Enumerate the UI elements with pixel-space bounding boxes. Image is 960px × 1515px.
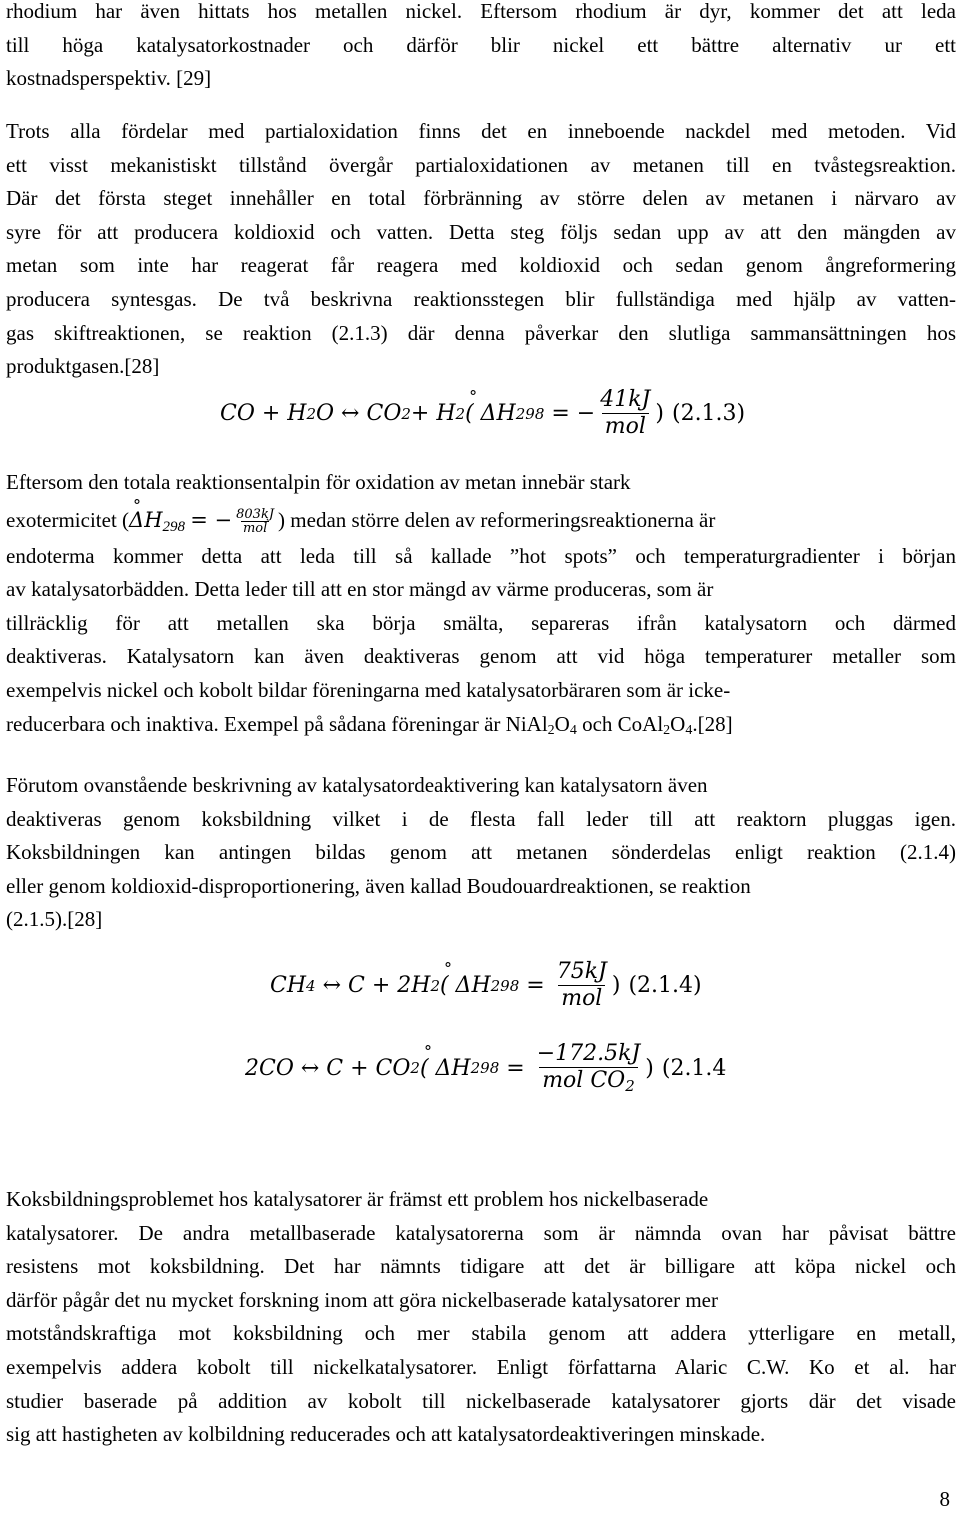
fraction-numerator: 803kJ: [236, 506, 275, 522]
text-line: Eftersom den totala reaktionsentalpin för oxidation av metan innebär stark: [6, 470, 631, 494]
text-line: deaktiveras genom koksbildning vilket i de flesta fall leder till att reaktorn pluggas igen.: [6, 806, 956, 831]
subscript: 4: [306, 976, 316, 995]
text-line: resistens mot koksbildning. Det har nämnts tidigare att det är billigare att köpa nickel och: [6, 1254, 956, 1279]
equation-text: ): [645, 1055, 654, 1081]
text-span: ) medan större delen av reformeringsreaktionerna är: [278, 507, 716, 532]
fraction-numerator: 41kJ: [600, 387, 651, 412]
text-line: kostnadsperspektiv. [29]: [6, 66, 212, 91]
equation-text: + H: [410, 401, 456, 427]
paragraph-2: [6, 115, 956, 384]
text-line: sig att hastigheten av kolbildning reducerades och att katalysatordeaktiveringen minskade.: [6, 1422, 766, 1447]
delta-h-symbol: ° ΔH: [129, 500, 162, 540]
paragraph-3: [6, 466, 956, 741]
fraction-denominator: mol: [558, 985, 605, 1011]
equation-text: =: [519, 973, 552, 999]
text-line: till höga katalysatorkostnader och därför blir nickel ett bättre alternativ ur ett: [6, 32, 956, 57]
fraction-numerator: 75kJ: [556, 959, 607, 984]
text-span: reducerbara och inaktiva. Exempel på sådana föreningar är NiAl: [6, 711, 548, 736]
text-line-formulas: [6, 708, 956, 742]
text-line: ett visst mekanistiskt tillstånd övergår partialoxidationen av metanen till en tvåstegsreaktion.: [6, 152, 956, 177]
equation-2-1-4: [270, 960, 702, 1011]
subscript: 298: [515, 404, 545, 423]
fraction-numerator: −172.5kJ: [536, 1041, 641, 1066]
text-line: produktgasen.[28]: [6, 354, 160, 379]
subscript: 2: [306, 404, 317, 423]
text-line: tillräcklig för att metallen ska börja smälta, separeras ifrån katalysatorn och därmed: [6, 610, 956, 635]
equation-delta-h: ° ( ΔH: [465, 401, 516, 426]
equation-text: =: [499, 1055, 532, 1081]
text-line-with-formula: [6, 500, 956, 540]
text-span: och CoAl: [576, 711, 664, 736]
text-line: därför pågår det nu mycket forskning inom att göra nickelbaserade katalysatorer mer: [6, 1287, 718, 1312]
equation-text: ): [655, 401, 664, 427]
subscript: 298: [490, 976, 520, 995]
text-span: exotermicitet (: [6, 507, 130, 532]
subscript: 2: [663, 722, 671, 738]
equation-delta-h: ° ( ΔH: [420, 1056, 471, 1081]
paragraph-1: [6, 0, 956, 96]
subscript: 298: [162, 518, 186, 535]
text-span: O: [554, 711, 570, 736]
equation-text: O ↔ CO: [316, 401, 402, 427]
text-line: Förutom ovanstående beskrivning av katalysatordeaktivering kan katalysatorn även: [6, 773, 708, 797]
equation-label: (2.1.4): [628, 973, 702, 999]
text-span: .[28]: [692, 711, 733, 736]
subscript: 2: [455, 404, 466, 423]
text-line: exempelvis nickel och kobolt bildar föreningarna med katalysatorbäraren som är icke-: [6, 677, 731, 702]
equation-delta-h: ° ( ΔH: [440, 973, 491, 998]
text-line: Där det första steget innehåller en total förbränning av större delen av metanen i närvaro av: [6, 186, 956, 211]
paragraph-5: [6, 1183, 956, 1452]
equation-text: CH: [270, 973, 307, 999]
text-line: exempelvis addera kobolt till nickelkatalysatorer. Enligt författarna Alaric C.W. Ko et al. har: [6, 1354, 956, 1379]
subscript: 2: [410, 1059, 420, 1078]
fraction-denominator: mol: [602, 413, 649, 439]
equation-label: (2.1.4: [661, 1055, 727, 1081]
text-line: rhodium har även hittats hos metallen nickel. Eftersom rhodium är dyr, kommer det att leda: [6, 0, 956, 23]
subscript: 2: [430, 976, 440, 995]
equation-lhs: CO + H: [220, 401, 307, 427]
text-line: Trots alla fördelar med partialoxidation finns det en inneboende nackdel med metoden. Vid: [6, 119, 956, 143]
fraction: [534, 1042, 644, 1095]
fraction-denominator: [539, 1067, 638, 1095]
equation-text: 2CO ↔ C + CO: [245, 1055, 411, 1081]
text-line: deaktiveras. Katalysatorn kan även deaktiveras genom att vid höga temperaturer metaller som: [6, 644, 956, 669]
text-line: Koksbildningen kan antingen bildas genom att metanen sönderdelas enligt reaktion (2.1.4): [6, 840, 956, 865]
text-span: O: [670, 711, 686, 736]
text-line: studier baserade på addition av kobolt till nickelbaserade katalysatorer gjorts där det visade: [6, 1388, 956, 1413]
text-line: producera syntesgas. De två beskrivna reaktionsstegen blir fullständiga med hjälp av vatten-: [6, 286, 956, 311]
fraction: [554, 960, 610, 1011]
paragraph-4: [6, 769, 956, 937]
page-number: 8: [939, 1487, 950, 1511]
equation-2-1-5: [245, 1042, 726, 1095]
equation-text: = −: [544, 401, 596, 427]
fraction-denominator: mol: [242, 521, 268, 537]
subscript: 2: [547, 722, 555, 738]
equation-text: ↔ C + 2H: [315, 973, 431, 999]
equation-text: ): [611, 973, 621, 999]
subscript: 298: [470, 1059, 500, 1078]
subscript: 2: [401, 404, 411, 423]
text-line: metan som inte har reagerat får reagera med koldioxid och sedan genom ångreformering: [6, 253, 956, 278]
text-line: Koksbildningsproblemet hos katalysatorer är främst ett problem hos nickelbaserade: [6, 1187, 709, 1211]
subscript: 4: [685, 722, 693, 738]
inline-fraction: [234, 508, 276, 536]
equation-2-1-3: [220, 388, 745, 439]
subscript: 4: [569, 722, 577, 738]
subscript: 2: [625, 1077, 635, 1096]
text-line: (2.1.5).[28]: [6, 907, 103, 932]
text-line: syre för att producera koldioxid och vatten. Detta steg följs sedan upp av att den mängden av: [6, 219, 956, 244]
text-line: endoterma kommer detta att leda till så kallade ”hot spots” och temperaturgradienter i början: [6, 543, 956, 568]
text-line: gas skiftreaktionen, se reaktion (2.1.3) där denna påverkar den slutliga sammansättningen hos: [6, 320, 956, 345]
equation-label: (2.1.3): [671, 401, 746, 427]
text-line: motståndskraftiga mot koksbildning och mer stabila genom att addera ytterligare en metall,: [6, 1321, 956, 1346]
denominator-text: mol CO: [542, 1068, 626, 1094]
equals-sign: = −: [190, 507, 233, 532]
text-line: av katalysatorbädden. Detta leder till att en stor mängd av värme produceras, som är: [6, 577, 714, 602]
text-line: eller genom koldioxid-disproportionering, även kallad Boudouardreaktionen, se reaktion: [6, 873, 751, 898]
fraction: [597, 388, 653, 439]
text-line: katalysatorer. De andra metallbaserade katalysatorerna som är nämnda ovan har påvisat bättre: [6, 1220, 956, 1245]
